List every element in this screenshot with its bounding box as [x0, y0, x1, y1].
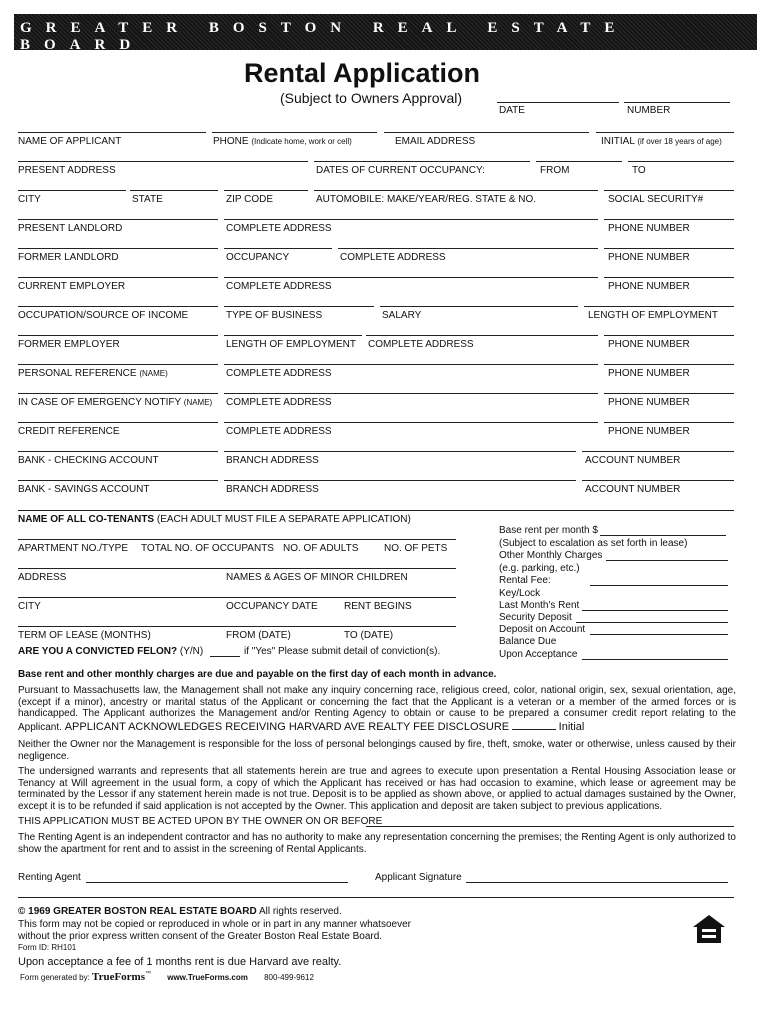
deposit-line[interactable] — [590, 634, 728, 635]
former-occupancy-line[interactable] — [224, 248, 332, 249]
automobile-label: AUTOMOBILE: MAKE/YEAR/REG. STATE & NO. — [316, 194, 537, 205]
deadline-line[interactable] — [366, 826, 734, 827]
current-employer-phone-line[interactable] — [604, 277, 734, 278]
renting-agent-label: Renting Agent — [18, 872, 81, 883]
rental-fee-label: Rental Fee: — [499, 575, 551, 586]
savings-account-label: ACCOUNT NUMBER — [585, 484, 681, 495]
savings-account-line[interactable] — [582, 480, 734, 481]
escalation-note: (Subject to escalation as set forth in lease) — [499, 538, 688, 549]
trueforms-logo: TrueForms — [92, 971, 145, 983]
date-line[interactable] — [497, 102, 619, 103]
emergency-line[interactable] — [18, 393, 218, 394]
to-line[interactable] — [628, 161, 734, 162]
trueforms-website[interactable]: www.TrueForms.com — [167, 973, 248, 982]
current-employer-address-label: COMPLETE ADDRESS — [226, 281, 332, 292]
minor-children-label: NAMES & AGES OF MINOR CHILDREN — [226, 572, 408, 583]
salary-label: SALARY — [382, 310, 422, 321]
security-line[interactable] — [576, 622, 728, 623]
current-employer-line[interactable] — [18, 277, 218, 278]
occupancy-dates-label: DATES OF CURRENT OCCUPANCY: — [316, 165, 485, 176]
address2-label: ADDRESS — [18, 572, 67, 583]
board-header-bar — [14, 14, 757, 53]
apartment-label: APARTMENT NO./TYPE — [18, 543, 129, 554]
from-line[interactable] — [536, 161, 622, 162]
page-subtitle: (Subject to Owners Approval) — [280, 90, 463, 106]
phone-label: PHONE (Indicate home, work or cell) — [213, 136, 352, 147]
lease-line[interactable] — [18, 626, 456, 627]
credit-reference-address-line[interactable] — [224, 422, 598, 423]
occupation-line[interactable] — [18, 306, 218, 307]
due-notice: Base rent and other monthly charges are due and payable on the first day of each month in advance. — [18, 669, 497, 680]
number-line[interactable] — [624, 102, 730, 103]
former-employer-address-label: COMPLETE ADDRESS — [368, 339, 474, 350]
generated-by: Form generated by: TrueForms™ www.TrueForms.com 800-499-9612 — [20, 971, 314, 983]
initial-fee-line[interactable] — [512, 720, 556, 730]
checking-branch-line[interactable] — [224, 451, 576, 452]
eg-note: (e.g. parking, etc.) — [499, 563, 580, 574]
personal-reference-label: PERSONAL REFERENCE (NAME) — [18, 368, 168, 379]
agent-paragraph: The Renting Agent is an independent contractor and has no authority to make any representation concerning the premises; the Renting Agent is only authorized to show the apartment for rent and to assist in the screening of Rental Applicants. — [18, 832, 736, 855]
from-label: FROM — [540, 165, 570, 176]
upon-acceptance-label: Upon Acceptance — [499, 649, 578, 660]
last-month-label: Last Month's Rent — [499, 600, 580, 611]
current-employer-label: CURRENT EMPLOYER — [18, 281, 126, 292]
phone-line[interactable] — [212, 132, 377, 133]
felon-question: ARE YOU A CONVICTED FELON? (Y/N) — [18, 646, 204, 657]
current-employer-phone-label: PHONE NUMBER — [608, 281, 690, 292]
former-employer-phone-label: PHONE NUMBER — [608, 339, 690, 350]
occupancy-date-label: OCCUPANCY DATE — [226, 601, 318, 612]
email-line[interactable] — [384, 132, 589, 133]
name-line[interactable] — [18, 132, 206, 133]
upon-acceptance-line[interactable] — [582, 659, 728, 660]
city-line[interactable] — [18, 190, 126, 191]
felon-answer-line[interactable] — [210, 656, 240, 657]
former-occupancy-label: OCCUPANCY — [226, 252, 290, 263]
former-length-label: LENGTH OF EMPLOYMENT — [226, 339, 357, 350]
renting-agent-signature-line[interactable] — [86, 882, 348, 883]
warranty-paragraph: The undersigned warrants and represents that all statements herein are true and agrees to execute upon presentation a Rental Housing Association lease or Tenancy at Will agreement in the usual form, a copy of which the Applicant has received or has had occasion to examine, which lease or agreement may be terminated by the Lessor if any statement herein made is not true. Deposit is to be applied as shown above, or applied to actual damages sustained by the Owner, except it is to be refunded if said application is not accepted by the Owner. This application and deposit are taken subject to previous applications. — [18, 766, 736, 812]
occupation-label: OCCUPATION/SOURCE OF INCOME — [18, 310, 189, 321]
balance-label: Balance Due — [499, 636, 557, 647]
state-label: STATE — [132, 194, 163, 205]
footer-divider — [18, 897, 734, 898]
base-rent-label: Base rent per month $ — [499, 525, 598, 536]
emergency-address-label: COMPLETE ADDRESS — [226, 397, 332, 408]
length-employment-label: LENGTH OF EMPLOYMENT — [588, 310, 719, 321]
zip-line[interactable] — [224, 190, 308, 191]
to-label: TO — [632, 165, 646, 176]
emergency-address-line[interactable] — [224, 393, 598, 394]
apartment-line[interactable] — [18, 539, 456, 540]
former-landlord-address-label: COMPLETE ADDRESS — [340, 252, 446, 263]
checking-account-label: ACCOUNT NUMBER — [585, 455, 681, 466]
checking-line[interactable] — [18, 451, 218, 452]
checking-account-line[interactable] — [582, 451, 734, 452]
discrimination-paragraph: Pursuant to Massachusetts law, the Management shall not make any inquiry concerning race, religious creed, color, national origin, sex, sexual orientation, age, (except if a minor), ancestry or marital status of the Applicant or concerning the fact that the Applicant is a veteran or a member of the armed forces or is handicapped. The Applicant authorizes the Management and/or Renting Agency to obtain or cause to be prepared a consumer credit report relating to the Applicant. APPLICANT ACKNOWLEDGES RECEIVING HARVARD AVE REALTY FEE DISCLOSURE Initial — [18, 685, 736, 733]
present-landlord-line[interactable] — [18, 219, 218, 220]
copyright-line-2: This form may not be copied or reproduced in whole or in part in any manner whatsoever — [18, 919, 411, 930]
other-charges-label: Other Monthly Charges — [499, 550, 603, 561]
present-landlord-address-line[interactable] — [224, 219, 598, 220]
credit-reference-phone-label: PHONE NUMBER — [608, 426, 690, 437]
copyright-line: © 1969 GREATER BOSTON REAL ESTATE BOARD All rights reserved. — [18, 906, 342, 917]
trueforms-phone: 800-499-9612 — [264, 973, 314, 982]
savings-line[interactable] — [18, 480, 218, 481]
former-landlord-address-line[interactable] — [338, 248, 598, 249]
address2-line[interactable] — [18, 568, 456, 569]
business-type-label: TYPE OF BUSINESS — [226, 310, 323, 321]
city2-line[interactable] — [18, 597, 456, 598]
present-landlord-address-label: COMPLETE ADDRESS — [226, 223, 332, 234]
initial-line[interactable] — [596, 132, 734, 133]
base-rent-line[interactable] — [600, 535, 726, 536]
personal-reference-address-label: COMPLETE ADDRESS — [226, 368, 332, 379]
credit-reference-label: CREDIT REFERENCE — [18, 426, 120, 437]
felon-note: if "Yes" Please submit detail of conviction(s). — [244, 646, 441, 657]
personal-reference-phone-label: PHONE NUMBER — [608, 368, 690, 379]
former-length-line[interactable] — [224, 335, 362, 336]
checking-branch-label: BRANCH ADDRESS — [226, 455, 319, 466]
savings-label: BANK - SAVINGS ACCOUNT — [18, 484, 150, 495]
savings-branch-line[interactable] — [224, 480, 576, 481]
city-label: CITY — [18, 194, 41, 205]
state-line[interactable] — [130, 190, 218, 191]
current-employer-address-line[interactable] — [224, 277, 598, 278]
personal-reference-phone-line[interactable] — [604, 364, 734, 365]
former-employer-line[interactable] — [18, 335, 218, 336]
savings-branch-label: BRANCH ADDRESS — [226, 484, 319, 495]
present-landlord-phone-line[interactable] — [604, 219, 734, 220]
other-charges-line[interactable] — [606, 560, 728, 561]
occupants-label: TOTAL NO. OF OCCUPANTS — [141, 543, 274, 554]
checking-label: BANK - CHECKING ACCOUNT — [18, 455, 159, 466]
salary-line[interactable] — [380, 306, 578, 307]
applicant-signature-line[interactable] — [466, 882, 728, 883]
former-employer-phone-line[interactable] — [604, 335, 734, 336]
number-label: NUMBER — [627, 105, 671, 116]
former-employer-label: FORMER EMPLOYER — [18, 339, 120, 350]
city2-label: CITY — [18, 601, 41, 612]
present-address-line[interactable] — [18, 161, 308, 162]
emergency-phone-label: PHONE NUMBER — [608, 397, 690, 408]
personal-reference-line[interactable] — [18, 364, 218, 365]
form-id: Form ID: RH101 — [18, 943, 77, 952]
cotenants-label: NAME OF ALL CO-TENANTS (EACH ADULT MUST FILE A SEPARATE APPLICATION) — [18, 514, 411, 525]
occupancy-dates-line[interactable] — [314, 161, 530, 162]
copyright-line-3: without the prior express written consent of the Greater Boston Real Estate Board. — [18, 931, 383, 942]
deposit-label: Deposit on Account — [499, 624, 586, 635]
liability-paragraph: Neither the Owner nor the Management is responsible for the loss of personal belongings caused by fire, theft, smoke, water or otherwise, unless caused by their negligence. — [18, 739, 736, 762]
adults-label: NO. OF ADULTS — [283, 543, 359, 554]
ssn-line[interactable] — [604, 190, 734, 191]
cotenants-line[interactable] — [18, 510, 734, 511]
acceptance-fee-note: Upon acceptance a fee of 1 months rent is due Harvard ave realty. — [18, 956, 342, 968]
business-type-line[interactable] — [224, 306, 374, 307]
present-landlord-phone-label: PHONE NUMBER — [608, 223, 690, 234]
board-name: GREATER BOSTON REAL ESTATE BOARD — [20, 20, 629, 53]
deadline-label: THIS APPLICATION MUST BE ACTED UPON BY THE OWNER ON OR BEFORE — [18, 816, 383, 827]
lease-from-label: FROM (DATE) — [226, 630, 291, 641]
former-landlord-phone-label: PHONE NUMBER — [608, 252, 690, 263]
automobile-line[interactable] — [314, 190, 598, 191]
lease-term-label: TERM OF LEASE (MONTHS) — [18, 630, 151, 641]
former-employer-address-line[interactable] — [366, 335, 598, 336]
rent-begins-label: RENT BEGINS — [344, 601, 412, 612]
ssn-label: SOCIAL SECURITY# — [608, 194, 704, 205]
credit-reference-phone-line[interactable] — [604, 422, 734, 423]
security-label: Security Deposit — [499, 612, 572, 623]
page-title: Rental Application — [244, 58, 481, 88]
last-month-line[interactable] — [582, 610, 728, 611]
lease-to-label: TO (DATE) — [344, 630, 394, 641]
applicant-signature-label: Applicant Signature — [375, 872, 462, 883]
credit-reference-address-label: COMPLETE ADDRESS — [226, 426, 332, 437]
former-landlord-line[interactable] — [18, 248, 218, 249]
equal-housing-icon — [692, 914, 726, 944]
emergency-phone-line[interactable] — [604, 393, 734, 394]
length-employment-line[interactable] — [584, 306, 734, 307]
keylock-label: Key/Lock — [499, 588, 541, 599]
name-label: NAME OF APPLICANT — [18, 136, 122, 147]
former-landlord-label: FORMER LANDLORD — [18, 252, 119, 263]
emergency-label: IN CASE OF EMERGENCY NOTIFY (NAME) — [18, 397, 213, 408]
email-label: EMAIL ADDRESS — [395, 136, 476, 147]
personal-reference-address-line[interactable] — [224, 364, 598, 365]
zip-label: ZIP CODE — [226, 194, 274, 205]
present-landlord-label: PRESENT LANDLORD — [18, 223, 123, 234]
rental-fee-line[interactable] — [590, 585, 728, 586]
initial-label: INITIAL (if over 18 years of age) — [601, 136, 722, 147]
date-label: DATE — [499, 105, 525, 116]
present-address-label: PRESENT ADDRESS — [18, 165, 116, 176]
credit-reference-line[interactable] — [18, 422, 218, 423]
former-landlord-phone-line[interactable] — [604, 248, 734, 249]
pets-label: NO. OF PETS — [384, 543, 448, 554]
